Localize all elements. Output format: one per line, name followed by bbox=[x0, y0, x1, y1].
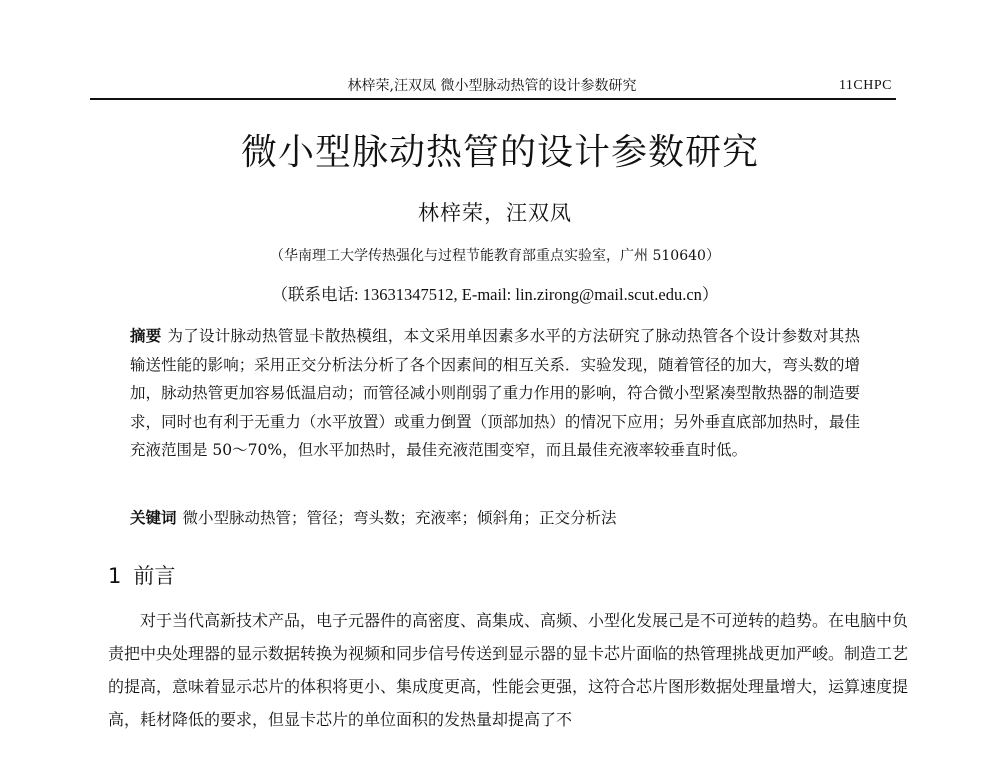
section-title: 前言 bbox=[133, 564, 176, 588]
abstract bbox=[130, 322, 860, 465]
section-heading bbox=[108, 560, 175, 592]
running-head-title: 林梓荣,汪双凤 微小型脉动热管的设计参数研究 bbox=[347, 78, 637, 94]
paper-contact: （联系电话: 13631347512, E-mail: lin.zirong@mail.scut.edu.cn） bbox=[271, 285, 719, 304]
running-head bbox=[92, 76, 892, 96]
section-number: 1 bbox=[108, 564, 122, 588]
header-rule bbox=[90, 98, 896, 100]
keywords-text: 微小型脉动热管；管径；弯头数；充液率；倾斜角；正交分析法 bbox=[182, 509, 617, 527]
paper-authors: 林梓荣，汪双凤 bbox=[418, 201, 572, 225]
keywords bbox=[130, 504, 860, 532]
running-head-conference: 11CHPC bbox=[838, 78, 892, 93]
abstract-text: 为了设计脉动热管显卡散热模组，本文采用单因素多水平的方法研究了脉动热管各个设计参数对其热输送性能的影响；采用正交分析法分析了各个因素间的相互关系．实验发现，随着管径的加大，弯头数的增加，脉动热管更加容易低温启动；而管径减小则削弱了重力作用的影响，符合微小型紧凑型散热器的制造要求，同时也有利于无重力（水平放置）或重力倒置（顶部加热）的情况下应用；另外垂直底部加热时，最佳充液范围是 50～70%，但水平加热时，最佳充液范围变窄，而且最佳充液率较垂直时低。 bbox=[130, 327, 860, 459]
paper-affiliation: （华南理工大学传热强化与过程节能教育部重点实验室，广州 510640） bbox=[270, 248, 720, 264]
abstract-label: 摘要 bbox=[130, 326, 162, 345]
paper-title: 微小型脉动热管的设计参数研究 bbox=[240, 132, 759, 173]
section-body-paragraph: 对于当代高新技术产品，电子元器件的高密度、高集成、高频、小型化发展己是不可逆转的趋势。在电脑中负责把中央处理器的显示数据转换为视频和同步信号传送到显示器的显卡芯片面临的热管理挑战更加严峻。制造工艺的提高，意味着显示芯片的体积将更小、集成度更高，性能会更强，这符合芯片图形数据处理量增大，运算速度提高，耗材降低的要求，但显卡芯片的单位面积的发热量却提高了不 bbox=[108, 611, 909, 729]
keywords-label: 关键词 bbox=[130, 508, 177, 527]
